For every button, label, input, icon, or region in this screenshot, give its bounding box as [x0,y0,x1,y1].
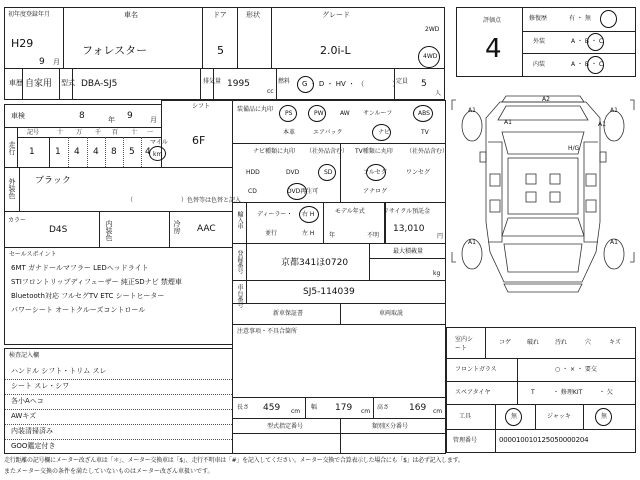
tv-fullseg: フルセグ [363,169,387,176]
repair-none-circle [600,10,617,28]
inspection-label: 車検 [11,112,25,120]
score-value: 4 [485,34,502,64]
sales-line-3: Bluetooth対応 フルセグTV ETC シートヒーター [11,292,165,300]
note-line-2: シート スレ・シワ [11,382,70,390]
inspection-cell [4,104,162,128]
mile-label: マイル [150,139,168,146]
navi-cd: CD [248,188,257,195]
color-value: ブラック [35,176,71,186]
registration-label: 登録番号 [236,250,243,274]
drive-2wd: 2WD [425,26,440,33]
chassis-number: SJ5-114039 [303,287,355,297]
color-no-value: D4S [49,225,68,235]
tv-fullseg-circle [366,164,386,181]
equip-pw: PW [314,110,324,117]
score-box [456,7,636,77]
width-value: 179 [335,403,353,413]
score-label: 評価点 [483,17,502,24]
mileage-mark: 1 [29,147,35,157]
seat-opt-stain: 汚れ [555,339,568,346]
reg-month: 9 [39,57,45,67]
height-label: 高さ [377,404,390,411]
sales-line-2: STIフロントリップディフューザー 純正SDナビ 禁煙車 [11,278,182,286]
navi-dvd-play-circle [287,183,307,200]
digit-unit-0: 記号 [27,129,40,136]
seat-opt-scratch: キズ [609,339,621,346]
repair-options: 有 ・ 無 [569,15,591,22]
seat-opt-hole: 穴 [585,339,592,346]
sales-point-label: セールスポイント [9,251,57,258]
usage-label: 車歴 [9,79,23,87]
jack-value: 無 [601,413,608,420]
spare-missing: ・ 欠 [599,389,613,396]
km-label: km [153,151,163,158]
interior-label: 内装色 [105,220,113,241]
length-label: 長さ [237,404,250,411]
exterior-options: A ・ B ・ C [571,38,604,45]
navi-sd: SD [324,169,333,176]
plate-number: 京都341ほ0720 [281,258,349,268]
km-circle [149,146,166,161]
note-line-5: 内装清掃済み [11,427,53,435]
handle-right-circle [299,206,319,223]
interior-options: A ・ B ・ C [571,61,604,68]
inspection-notes-label: 検査記入欄 [9,352,40,359]
chassis-box [232,280,446,308]
mark-a1-right-front: A1 [610,107,618,114]
tool-box [446,404,636,430]
equip-ps: PS [285,110,293,117]
navi-dvd-play: DVD再生可 [287,188,319,195]
sales-line-1: 6MT ガナドールマフラー LEDヘッドライト [11,264,149,272]
navi-hdd: HDD [246,169,260,176]
navi-sd-circle [318,164,336,181]
manage-number: 000010010125050000204 [499,436,589,444]
mark-a1-left-front: A1 [468,107,476,114]
import-parallel: 並行 [265,230,278,237]
car-name-cell [63,7,203,69]
shift-cell [161,100,233,168]
tv-oneseg: ワンセグ [406,169,431,176]
mark-hg-windshield: H/G [568,145,580,152]
mileage-digit-1: 1 [55,147,61,157]
grade-label: グレード [322,11,350,19]
import-dealer: ディーラー・ [257,211,293,218]
exterior-b-circle [587,33,604,51]
equip-abs-circle [413,105,433,122]
tv-note: （社外品含む） [406,148,449,155]
door-count: 5 [217,44,224,57]
equip-pw-circle [308,105,326,122]
disp-label: 排気量 [203,78,222,85]
width-label: 幅 [311,404,318,411]
manual-label: 車両取説 [379,310,404,317]
fuel-g-circle [297,76,314,93]
height-unit: cm [433,408,443,415]
equip-navi-circle [372,124,391,141]
note-line-4: AWキズ [11,412,37,420]
mileage-cell [4,127,168,168]
tool-none-circle [505,408,522,426]
mark-a1-right-rear: A1 [610,239,618,246]
jack-label: ジャッキ [547,413,571,420]
max-load-unit: kg [433,270,441,277]
usage-value: 自家用 [25,79,53,89]
damage-diagram [450,82,636,320]
car-name-label: 車名 [124,11,138,19]
navi-label: ナビ種類に丸印 [253,148,296,155]
mileage-digit-4: 8 [111,147,117,157]
model-label: 型式 [61,79,75,87]
model-value: DBA-SJ5 [81,79,118,89]
seats-unit: 人 [435,90,442,97]
grade-cell [271,7,445,69]
inspection-notes-box [4,348,233,454]
width-unit: cm [361,408,371,415]
type-no-label: 型式指定番号 [267,423,304,430]
navi-note: （社外品含む） [306,148,349,155]
inspection-year: 8 [79,111,85,121]
interior-grade-label: 内装 [533,61,546,68]
sales-point-box [4,247,233,345]
mark-a1-right-side: A1 [598,121,606,128]
glass-box [446,358,636,382]
note-line-3: 各小Aヘコ [11,397,44,405]
spare-box [446,381,636,405]
recycle-label: リサイクル預託金 [383,208,431,215]
handle-left: 左 H [302,230,315,237]
mileage-digit-5: 5 [129,147,135,157]
equip-leather: 本革 [283,129,296,136]
ac-value: AAC [197,224,216,234]
length-unit: cm [291,408,301,415]
equip-airbag: エアバック [313,129,343,136]
max-load-label: 最大積載量 [393,248,424,255]
inspection-month-unit: 月 [150,116,157,124]
spare-label: スペアタイヤ [455,389,491,396]
spare-t: T [531,389,535,396]
equip-tv: TV [421,129,429,136]
equip-navi: ナビ [378,129,391,136]
recycle-unit: 円 [437,233,444,240]
ac-label: 冷房 [173,220,181,234]
equip-ps-circle [279,105,297,122]
first-reg-label: 初年度登録年月 [8,11,51,18]
seat-opt-tear: 破れ [527,339,540,346]
seats-value: 5 [421,79,427,89]
inspection-month: 9 [127,111,133,121]
shift-value: 6F [192,134,206,147]
footer-line-2: またメーター交換の条件を満たしていないものはメーター改ざん車扱いです。 [4,468,214,475]
mark-a1-left-side: A1 [504,119,512,126]
navi-dvd: DVD [286,169,300,176]
color-no-row [4,211,233,248]
digit-unit-2: 万 [76,129,83,136]
mark-a2-front: A2 [542,96,550,103]
height-value: 169 [409,403,427,413]
digit-unit-6: 一 [147,129,154,136]
row2 [4,68,445,100]
model-year-label: モデル年式 [335,208,365,215]
mileage-label: 走行 [8,141,16,155]
length-value: 459 [263,403,281,413]
mileage-digit-6: 4 [145,147,151,157]
mileage-digit-3: 4 [93,147,99,157]
era-year: H29 [11,37,34,50]
grade-value: 2.0i-L [320,44,351,57]
month-unit: 月 [53,58,60,66]
seat-opt-burn: コゲ [499,339,512,346]
seats-label: 定員 [396,78,409,85]
chassis-label: 車台番号 [236,284,243,308]
color-cell [4,167,242,212]
registration-box [232,243,446,281]
glass-options: ○ ・ × ・ 要交 [555,366,597,373]
manage-label: 管理番号 [453,437,478,444]
shape-label: 形状 [246,11,260,19]
fuel-label: 燃料 [278,78,291,85]
shift-label: シフト [192,103,211,110]
car-name: フォレスター [82,44,148,57]
equip-sunroof: サンルーフ [363,110,393,117]
inspection-year-unit: 年 [108,116,115,124]
mileage-digit-2: 4 [74,147,80,157]
repair-label: 修復歴 [529,15,548,22]
import-label: 輸入車 [236,211,243,229]
seat-box [446,327,636,359]
disp-value: 1995 [227,79,250,89]
equip-aw: AW [340,110,350,117]
digit-unit-3: 千 [95,129,102,136]
glass-label: フロントガラス [455,366,497,373]
digit-unit-4: 百 [112,129,119,136]
equip-abs: ABS [418,110,430,117]
fuel-options: G ・ D ・ HV ・ （ ） [302,80,400,88]
handle-right: 右 H [302,211,315,218]
drive-4wd-circle [418,46,440,68]
digit-unit-1: 十 [57,129,64,136]
model-year-unit: 年 [329,232,336,239]
note-line-1: ハンドル シフト・トリム スレ [11,367,107,375]
color-label: 外装色 [8,178,16,199]
equipment-box [232,100,446,144]
interior-b-circle [587,56,604,74]
color-no-label: カラー [8,217,27,224]
note-line-6: GOO鑑定付き [11,442,56,450]
notes-box [232,324,446,398]
warranty-box [232,303,446,325]
type-no-box [232,418,446,454]
spare-kit: ・ 修理KIT [553,389,583,396]
jack-none-circle [595,408,612,426]
model-year-unknown: 不明 [367,232,380,239]
recycle-box [384,202,446,244]
door-cell [202,7,238,69]
seat-label: 室内シート [455,336,474,352]
cat-no-label: 類別区分番号 [372,423,409,430]
navi-tv-box [232,143,449,203]
footer-line-1: 走行距離の記号欄にメーター改ざん車は「＊」、メーター交換車は「$」、走行不明車は「#」を記入してください。メーター交換で合算表示した場合にも「$」は必ず記入します。 [4,457,464,464]
door-label: ドア [213,11,227,19]
manage-box [446,429,636,453]
digit-unit-5: 十 [131,129,138,136]
dimensions-box [232,397,446,419]
drive-4wd: 4WD [423,53,438,60]
disp-unit: cc [267,88,274,95]
notes-label: 注意事項・不具合箇所 [237,328,298,335]
sales-line-4: パワーシート オートクルーズコントロール [11,306,146,314]
tool-value: 無 [511,413,518,420]
warranty-label: 新車保証書 [273,310,304,317]
tv-analog: アナログ [363,188,388,195]
mark-a1-left-rear: A1 [468,239,476,246]
color-note: （ ）色替等は色替と記入 [127,197,242,204]
recycle-value: 13,010 [393,224,425,234]
exterior-label: 外装 [533,38,546,45]
first-reg-cell [4,7,64,69]
equipment-label: 装備品に丸印 [237,106,274,113]
shape-cell [237,7,272,69]
tv-label: TV種類に丸印 [355,148,393,155]
tool-label: 工具 [459,413,472,420]
